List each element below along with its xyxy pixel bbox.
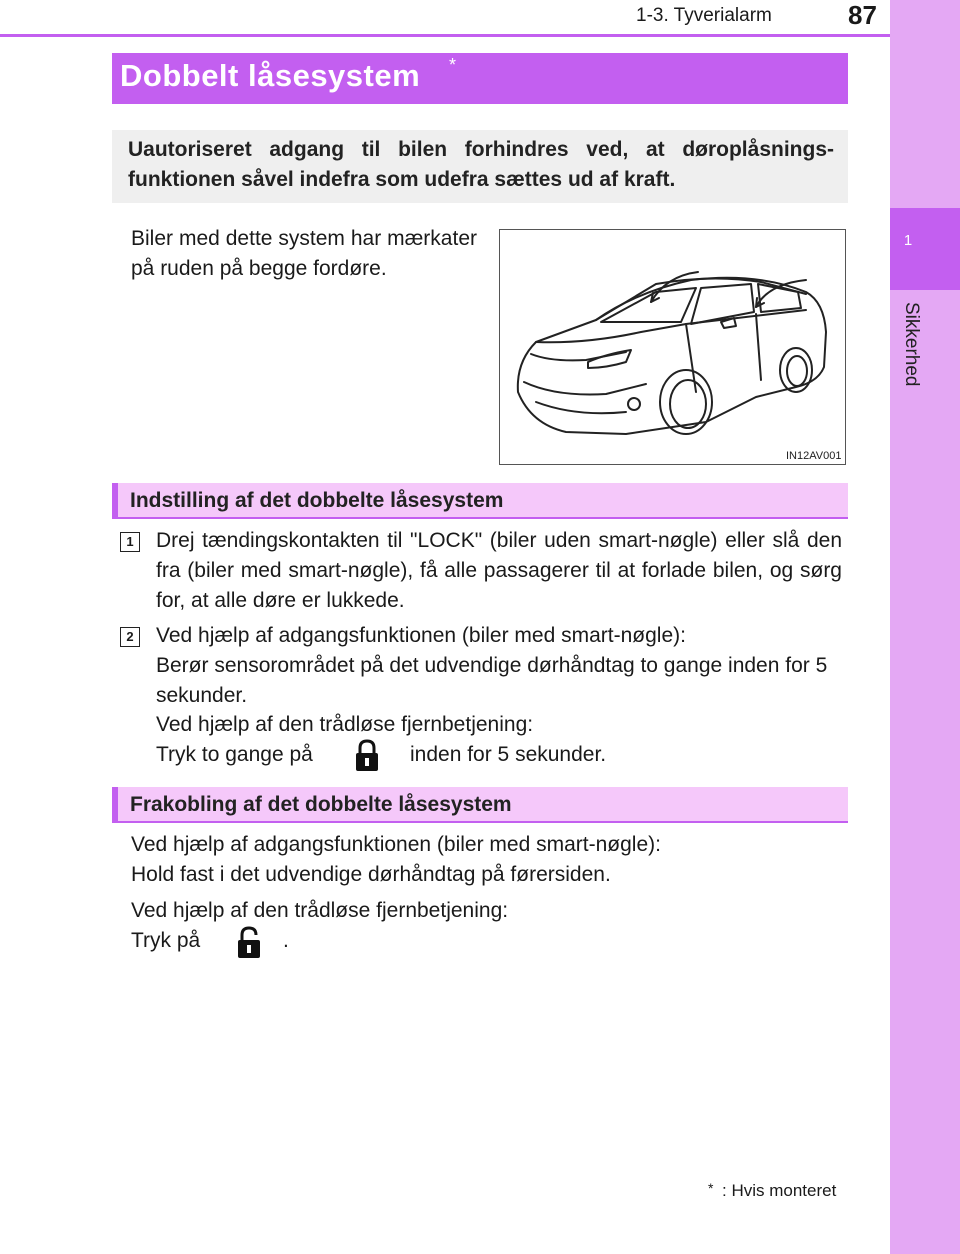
setting-heading-accent bbox=[112, 483, 118, 519]
footnote-text: : Hvis monteret bbox=[722, 1181, 837, 1200]
header-rule bbox=[0, 34, 890, 37]
release-heading: Frakobling af det dobbelte låsesystem bbox=[130, 793, 512, 816]
step-2-line-1: Ved hjælp af adgangsfunktionen (biler med smart-nøgle): bbox=[156, 624, 686, 647]
step-2-line-4-after: inden for 5 sekunder. bbox=[410, 743, 607, 766]
side-tab bbox=[890, 0, 960, 1254]
page-title: Dobbelt låsesystem bbox=[120, 58, 421, 93]
setting-heading: Indstilling af det dobbelte låsesystem bbox=[130, 489, 504, 512]
release-line-1: Ved hjælp af adgangsfunktionen (biler med smart-nøgle): bbox=[131, 833, 661, 856]
release-line-4-after: . bbox=[283, 929, 289, 952]
step-2-line-2: Berør sensorområdet på det udvendige dørhåndtag to gange inden for 5 sekunder. bbox=[156, 654, 828, 707]
side-tab-active-chapter bbox=[890, 208, 960, 290]
lock-icon bbox=[353, 738, 381, 774]
page-number: 87 bbox=[848, 0, 877, 30]
release-line-2: Hold fast i det udvendige dørhåndtag på førersiden. bbox=[131, 863, 611, 886]
chapter-number: 1 bbox=[903, 232, 913, 249]
step-number-1: 1 bbox=[120, 532, 140, 552]
title-asterisk: * bbox=[449, 55, 457, 75]
step-1-text: Drej tændingskontakten til "LOCK" (biler uden smart-nøgle) eller slå den fra (biler med smart-nøgle), få alle passagerer til at forlade bilen, og sørg for, at alle døre er lukkede. bbox=[156, 529, 842, 612]
step-2-line-3: Ved hjælp af den trådløse fjernbetjening: bbox=[156, 713, 534, 736]
note-text: Biler med dette system har mærkater på ruden på begge fordøre. bbox=[131, 227, 477, 280]
chapter-label: Sikkerhed bbox=[901, 302, 922, 387]
release-heading-accent bbox=[112, 787, 118, 823]
release-line-3: Ved hjælp af den trådløse fjernbetjening: bbox=[131, 899, 509, 922]
unlock-icon bbox=[235, 925, 263, 961]
step-number-2: 2 bbox=[120, 627, 140, 647]
intro-text: Uautoriseret adgang til bilen forhindres ved, at døroplåsnings-funktionen såvel indefra som udefra sættes ud af kraft. bbox=[128, 138, 834, 191]
footnote-asterisk: * bbox=[708, 1180, 714, 1196]
figure-code: IN12AV001 bbox=[786, 450, 842, 462]
section-title: 1-3. Tyverialarm bbox=[636, 5, 772, 26]
step-2-line-4-before: Tryk to gange på bbox=[156, 743, 313, 766]
release-line-4-before: Tryk på bbox=[131, 929, 201, 952]
car-illustration bbox=[506, 262, 836, 452]
